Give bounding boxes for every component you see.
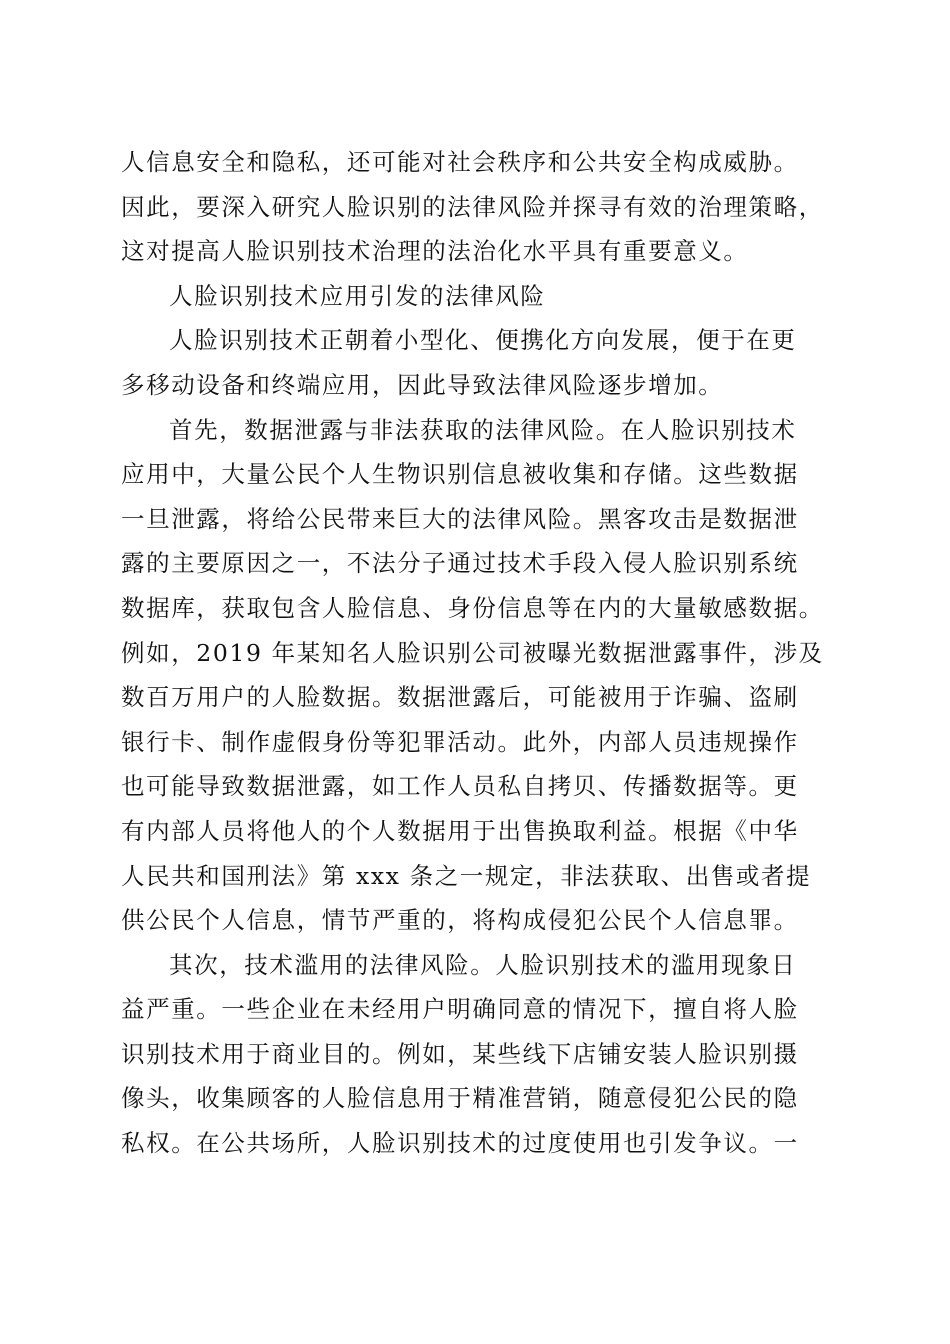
text-line: 例如，2019 年某知名人脸识别公司被曝光数据泄露事件，涉及 <box>121 638 824 667</box>
text-line: 人信息安全和隐私，还可能对社会秩序和公共安全构成威胁。 <box>121 148 799 176</box>
text-line: 一旦泄露，将给公民带来巨大的法律风险。黑客攻击是数据泄 <box>121 504 799 533</box>
text-line: 有内部人员将他人的个人数据用于出售换取利益。根据《中华 <box>121 816 799 845</box>
text-line: 银行卡、制作虚假身份等犯罪活动。此外，内部人员违规操作 <box>121 727 799 756</box>
text-line: 人民共和国刑法》第 xxx 条之一规定，非法获取、出售或者提 <box>121 861 812 890</box>
text-line: 识别技术用于商业目的。例如，某些线下店铺安装人脸识别摄 <box>121 1039 799 1068</box>
text-line: 像头，收集顾客的人脸信息用于精准营销，随意侵犯公民的隐 <box>121 1084 799 1113</box>
text-line: 也可能导致数据泄露，如工作人员私自拷贝、传播数据等。更 <box>121 772 799 801</box>
text-line: 私权。在公共场所，人脸识别技术的过度使用也引发争议。一 <box>121 1129 799 1158</box>
text-line: 人脸识别技术正朝着小型化、便携化方向发展，便于在更 <box>169 326 797 355</box>
text-line: 数据库，获取包含人脸信息、身份信息等在内的大量敏感数据。 <box>121 593 824 622</box>
text-line: 其次，技术滥用的法律风险。人脸识别技术的滥用现象日 <box>169 950 797 979</box>
text-line: 应用中，大量公民个人生物识别信息被收集和存储。这些数据 <box>121 460 799 489</box>
text-line: 益严重。一些企业在未经用户明确同意的情况下，擅自将人脸 <box>121 995 799 1024</box>
text-line: 因此，要深入研究人脸识别的法律风险并探寻有效的治理策略， <box>121 192 824 221</box>
section-heading: 人脸识别技术应用引发的法律风险 <box>169 281 546 310</box>
text-line: 供公民个人信息，情节严重的，将构成侵犯公民个人信息罪。 <box>121 906 799 935</box>
text-line: 首先，数据泄露与非法获取的法律风险。在人脸识别技术 <box>169 415 797 444</box>
text-line: 多移动设备和终端应用，因此导致法律风险逐步增加。 <box>121 370 724 399</box>
text-line: 数百万用户的人脸数据。数据泄露后，可能被用于诈骗、盗刷 <box>121 683 799 712</box>
text-line: 露的主要原因之一，不法分子通过技术手段入侵人脸识别系统 <box>121 549 799 578</box>
document-body <box>121 140 831 1166</box>
text-line: 这对提高人脸识别技术治理的法治化水平具有重要意义。 <box>121 237 749 266</box>
